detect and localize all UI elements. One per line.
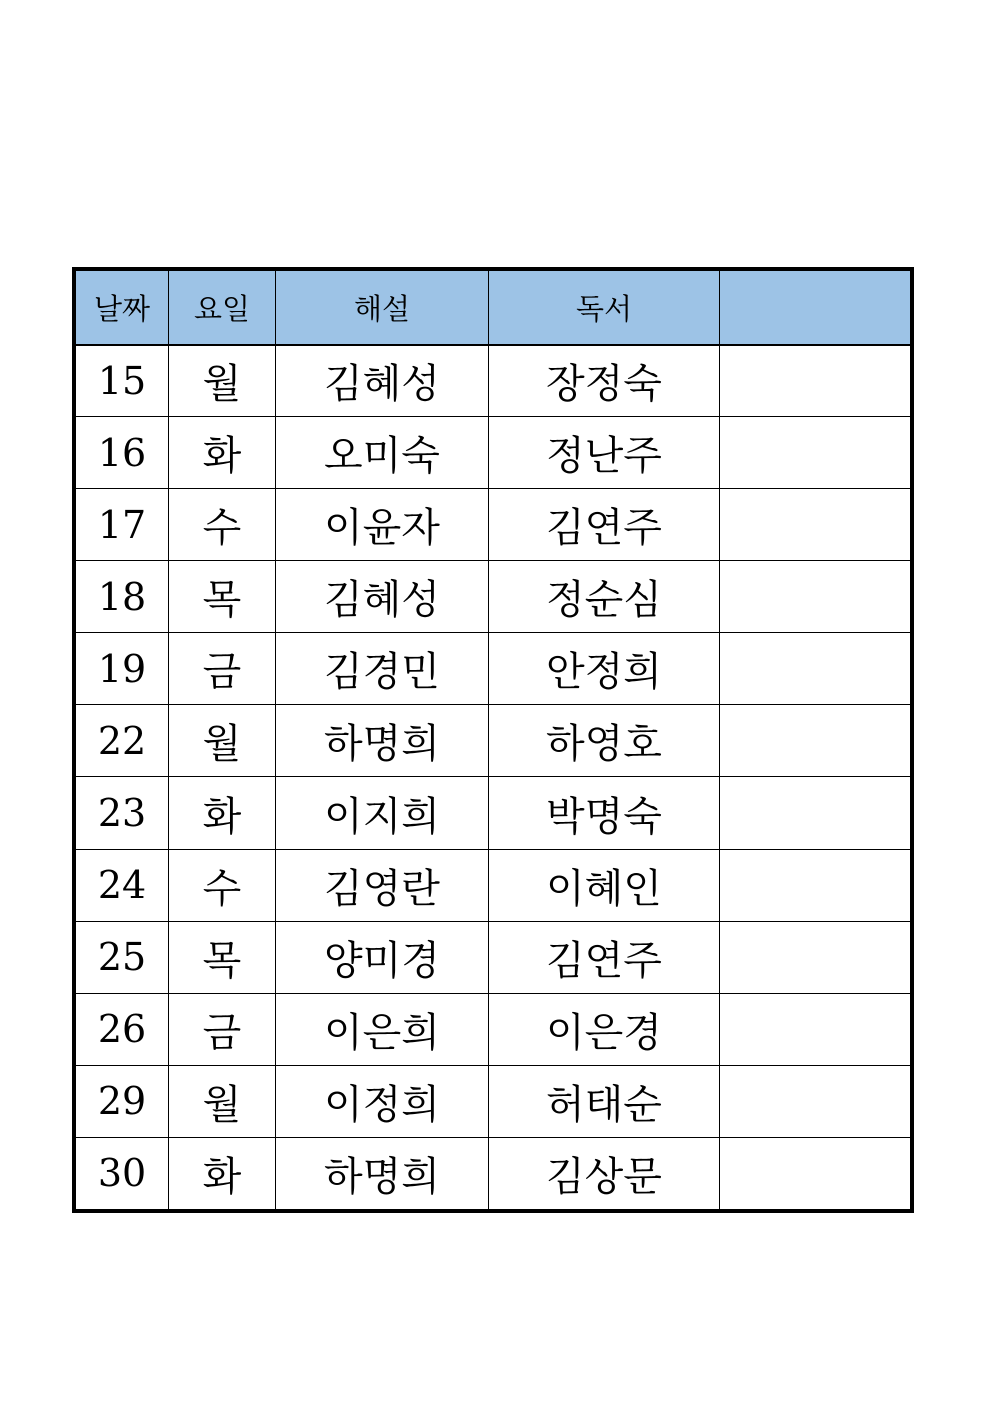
cell-explanation: 양미경 — [276, 921, 489, 993]
cell-day: 수 — [169, 849, 276, 921]
cell-extra — [720, 921, 911, 993]
cell-reading: 김연주 — [489, 921, 720, 993]
table-row — [76, 633, 911, 705]
cell-explanation: 이정희 — [276, 1065, 489, 1137]
header-reading: 독서 — [489, 271, 720, 345]
table-header — [76, 271, 911, 345]
cell-extra — [720, 489, 911, 561]
cell-day: 월 — [169, 705, 276, 777]
cell-extra — [720, 705, 911, 777]
cell-reading: 허태순 — [489, 1065, 720, 1137]
cell-reading: 정난주 — [489, 417, 720, 489]
cell-extra — [720, 993, 911, 1065]
header-row — [76, 271, 911, 345]
cell-date: 25 — [76, 921, 169, 993]
cell-explanation: 오미숙 — [276, 417, 489, 489]
table-row — [76, 417, 911, 489]
cell-date: 23 — [76, 777, 169, 849]
cell-explanation: 하명희 — [276, 1137, 489, 1209]
cell-date: 18 — [76, 561, 169, 633]
cell-day: 월 — [169, 1065, 276, 1137]
cell-date: 22 — [76, 705, 169, 777]
table-body — [76, 345, 911, 1210]
cell-day: 화 — [169, 777, 276, 849]
header-date: 날짜 — [76, 271, 169, 345]
cell-explanation: 김경민 — [276, 633, 489, 705]
schedule-table — [75, 270, 911, 1210]
cell-extra — [720, 1065, 911, 1137]
cell-day: 금 — [169, 993, 276, 1065]
cell-date: 26 — [76, 993, 169, 1065]
table-row — [76, 849, 911, 921]
header-extra — [720, 271, 911, 345]
cell-day: 목 — [169, 561, 276, 633]
cell-explanation: 이은희 — [276, 993, 489, 1065]
table-row — [76, 777, 911, 849]
cell-date: 16 — [76, 417, 169, 489]
cell-explanation: 이윤자 — [276, 489, 489, 561]
cell-reading: 이은경 — [489, 993, 720, 1065]
cell-date: 15 — [76, 345, 169, 417]
cell-extra — [720, 777, 911, 849]
cell-day: 수 — [169, 489, 276, 561]
cell-reading: 김연주 — [489, 489, 720, 561]
table-row — [76, 489, 911, 561]
cell-extra — [720, 561, 911, 633]
cell-date: 29 — [76, 1065, 169, 1137]
table-row — [76, 705, 911, 777]
cell-day: 화 — [169, 1137, 276, 1209]
cell-extra — [720, 345, 911, 417]
cell-explanation: 김혜성 — [276, 561, 489, 633]
table-row — [76, 921, 911, 993]
cell-day: 화 — [169, 417, 276, 489]
cell-day: 월 — [169, 345, 276, 417]
cell-explanation: 이지희 — [276, 777, 489, 849]
cell-reading: 박명숙 — [489, 777, 720, 849]
cell-reading: 장정숙 — [489, 345, 720, 417]
cell-day: 목 — [169, 921, 276, 993]
cell-extra — [720, 849, 911, 921]
cell-extra — [720, 1137, 911, 1209]
table-row — [76, 1137, 911, 1209]
cell-reading: 정순심 — [489, 561, 720, 633]
table-row — [76, 561, 911, 633]
header-day: 요일 — [169, 271, 276, 345]
cell-explanation: 김영란 — [276, 849, 489, 921]
cell-date: 17 — [76, 489, 169, 561]
cell-date: 24 — [76, 849, 169, 921]
schedule-table-frame — [72, 267, 914, 1213]
cell-extra — [720, 417, 911, 489]
cell-reading: 이혜인 — [489, 849, 720, 921]
cell-date: 19 — [76, 633, 169, 705]
table-row — [76, 993, 911, 1065]
cell-date: 30 — [76, 1137, 169, 1209]
table-row — [76, 345, 911, 417]
header-explanation: 해설 — [276, 271, 489, 345]
cell-explanation: 김혜성 — [276, 345, 489, 417]
cell-day: 금 — [169, 633, 276, 705]
cell-extra — [720, 633, 911, 705]
cell-reading: 안정희 — [489, 633, 720, 705]
cell-reading: 김상문 — [489, 1137, 720, 1209]
cell-explanation: 하명희 — [276, 705, 489, 777]
cell-reading: 하영호 — [489, 705, 720, 777]
table-row — [76, 1065, 911, 1137]
